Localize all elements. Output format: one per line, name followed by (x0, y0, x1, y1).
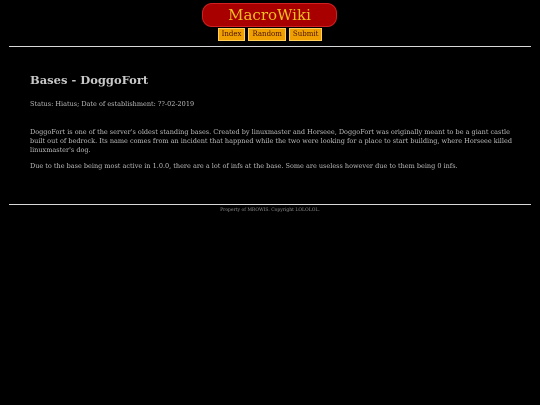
nav-index-button[interactable]: Index (218, 28, 246, 41)
nav-random-button[interactable]: Random (248, 28, 285, 41)
article-content (30, 72, 512, 171)
status-line: Status: Hiatus; Date of establishment: ??-02-2019 (30, 100, 195, 108)
site-logo-button[interactable]: MacroWiki (202, 3, 337, 27)
bottom-divider (9, 204, 531, 205)
article-paragraph: Due to the base being most active in 1.0.0, there are a lot of infs at the base. Some are useless however due to them being 0 infs. (30, 162, 458, 170)
page-title: Bases - DoggoFort (30, 73, 149, 87)
nav-submit-button[interactable]: Submit (289, 28, 322, 41)
top-nav (0, 28, 540, 41)
top-divider (9, 46, 531, 47)
article-paragraph: DoggoFort is one of the server's oldest standing bases. Created by linuxmaster and Horseee, DoggoFort was originally meant to be a giant castle built out of bedrock. Its name comes from an incident that happned while the two were looking for a place to start building, where Horseee killed linuxmaster's dog. (30, 128, 512, 154)
site-header (0, 0, 540, 46)
footer-copyright: Property of MROWIS. Copyright LOLOLOL. (220, 208, 320, 213)
